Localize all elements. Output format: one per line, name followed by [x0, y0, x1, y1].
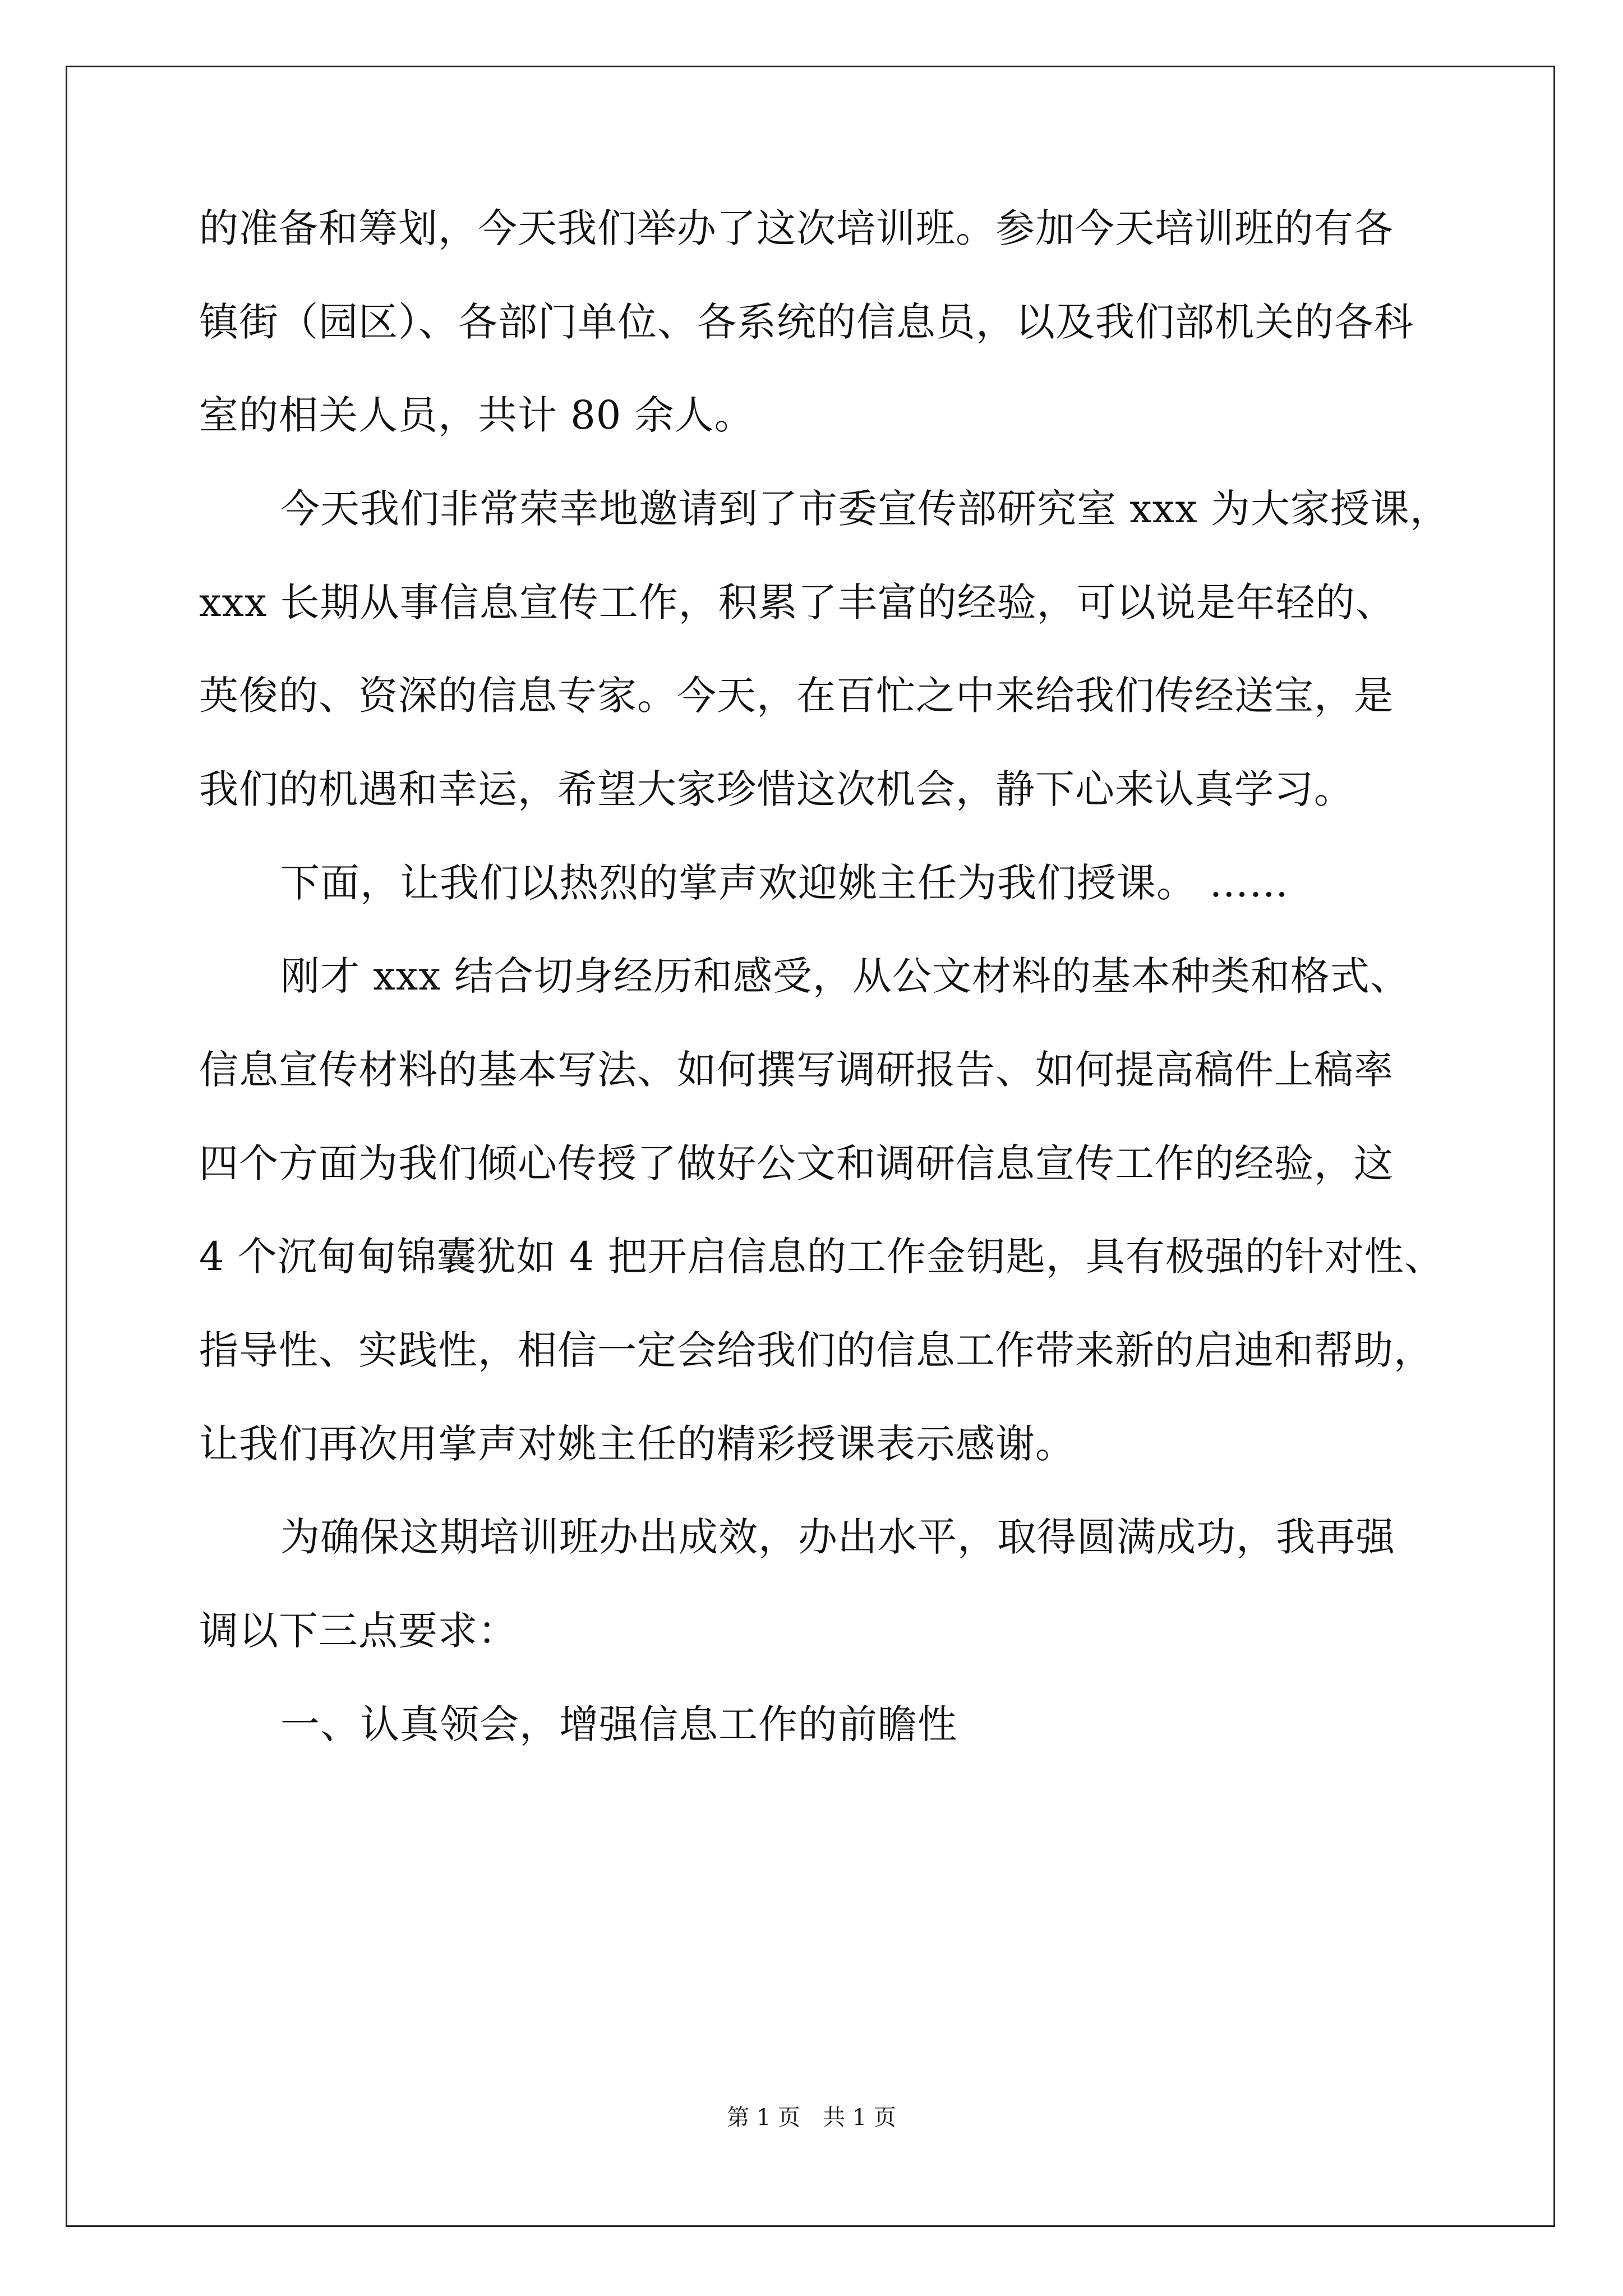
text-line: 指导性、实践性，相信一定会给我们的信息工作带来新的启迪和帮助， [199, 1327, 1433, 1373]
text-line: 镇街（园区）、各部门单位、各系统的信息员，以及我们部机关的各科 [199, 299, 1414, 345]
text-line: xxx 长期从事信息宣传工作，积累了丰富的经验，可以说是年轻的、 [199, 579, 1395, 625]
text-line: 四个方面为我们倾心传授了做好公文和调研信息宣传工作的经验，这 [199, 1140, 1394, 1186]
paragraph-start-line: 刚才 xxx 结合切身经历和感受，从公文材料的基本种类和格式、 [280, 953, 1410, 999]
paragraph-start-line: 为确保这期培训班办出成效，办出水平，取得圆满成功，我再强 [280, 1514, 1395, 1560]
text-line: 室的相关人员，共计 80 余人。 [199, 392, 754, 438]
paragraph-start-line: 今天我们非常荣幸地邀请到了市委宣传部研究室 xxx 为大家授课， [280, 486, 1450, 532]
section-heading: 一、认真领会，增强信息工作的前瞻性 [280, 1701, 957, 1747]
page-footer: 第 1 页 共 1 页 [727, 2105, 896, 2131]
paragraph-start-line: 下面，让我们以热烈的掌声欢迎姚主任为我们授课。 …… [280, 860, 1289, 906]
text-line: 的准备和筹划，今天我们举办了这次培训班。参加今天培训班的有各 [199, 205, 1394, 251]
text-line: 让我们再次用掌声对姚主任的精彩授课表示感谢。 [199, 1421, 1075, 1467]
text-line: 英俊的、资深的信息专家。今天，在百忙之中来给我们传经送宝，是 [199, 673, 1394, 719]
text-line: 调以下三点要求： [199, 1608, 518, 1654]
text-line: 4 个沉甸甸锦囊犹如 4 把开启信息的工作金钥匙，具有极强的针对性、 [199, 1234, 1444, 1280]
text-line: 我们的机遇和幸运，希望大家珍惜这次机会，静下心来认真学习。 [199, 766, 1354, 812]
text-line: 信息宣传材料的基本写法、如何撰写调研报告、如何提高稿件上稿率 [199, 1047, 1394, 1093]
